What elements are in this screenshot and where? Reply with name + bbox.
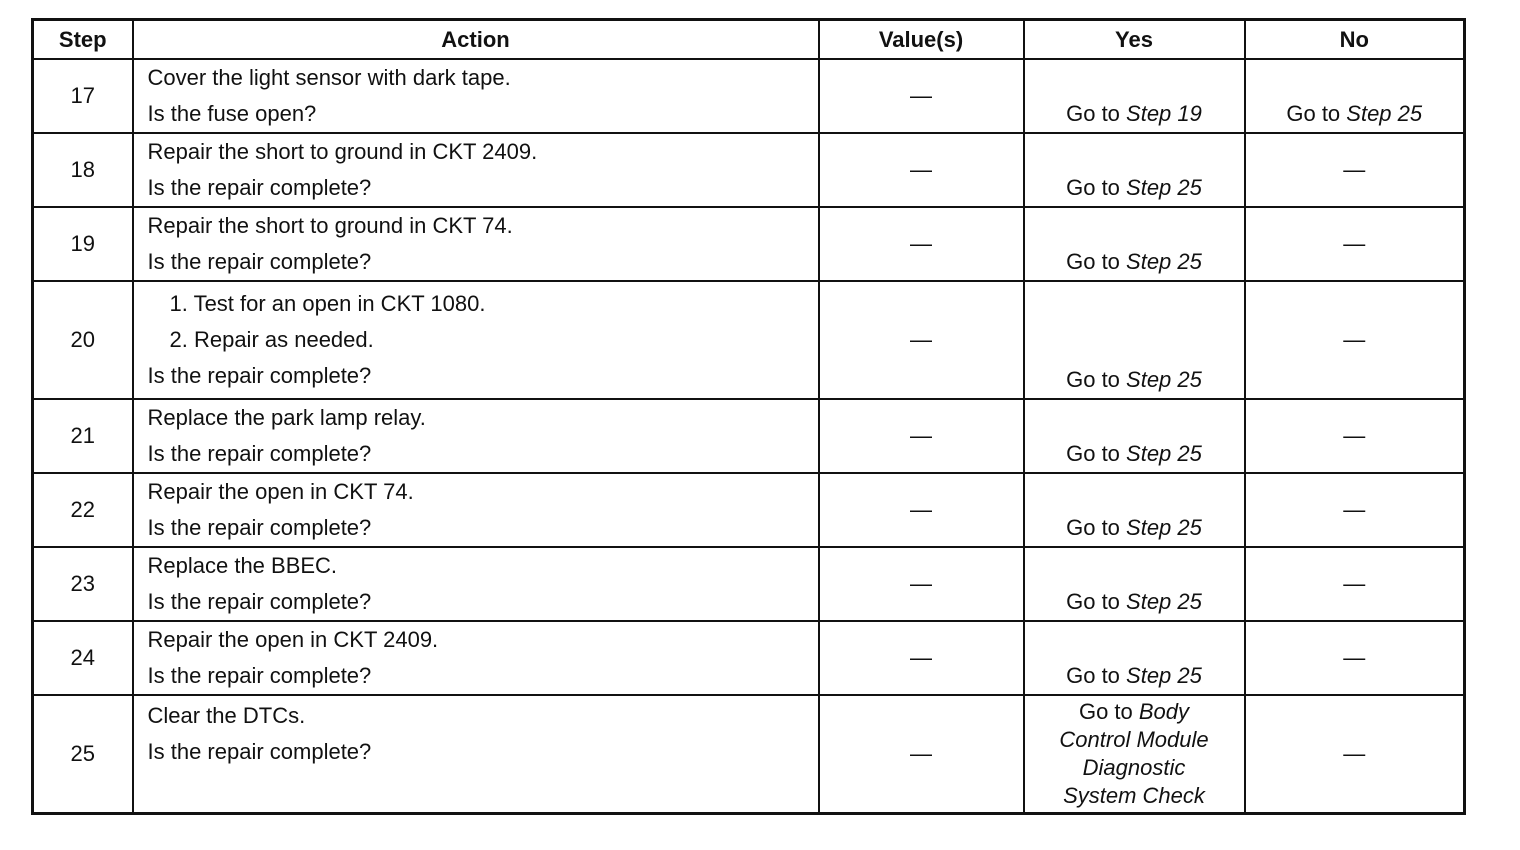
no-prefix: Go to — [1286, 101, 1347, 126]
table-row — [33, 695, 1465, 813]
yes-cell — [1024, 399, 1245, 473]
yes-step-link[interactable]: Step 25 — [1126, 441, 1202, 466]
action-question: Is the fuse open? — [147, 101, 317, 126]
action-question: Is the repair complete? — [147, 175, 372, 200]
action-question: Is the repair complete? — [147, 249, 372, 274]
no-cell: — — [1245, 621, 1465, 695]
table-row — [33, 399, 1465, 473]
action-question: Is the repair complete? — [147, 589, 372, 614]
action-line: Repair the short to ground in CKT 74. — [147, 213, 513, 238]
no-cell — [1245, 59, 1465, 133]
action-line: Cover the light sensor with dark tape. — [147, 65, 511, 90]
yes-cell — [1024, 281, 1245, 399]
table-row — [33, 207, 1465, 281]
yes-cell — [1024, 695, 1245, 813]
action-question: Is the repair complete? — [147, 663, 372, 688]
yes-step-link[interactable]: Step 25 — [1126, 175, 1202, 200]
no-cell: — — [1245, 399, 1465, 473]
action-question: Is the repair complete? — [147, 363, 372, 388]
table-row — [33, 621, 1465, 695]
diagnostic-table-container — [31, 18, 1466, 815]
yes-prefix: Go to — [1066, 101, 1127, 126]
yes-prefix: Go to — [1066, 663, 1127, 688]
header-action: Action — [133, 20, 819, 60]
yes-ref-line[interactable]: System Check — [1063, 782, 1205, 808]
yes-step-link[interactable]: Step 25 — [1126, 367, 1202, 392]
step-number: 19 — [33, 207, 133, 281]
step-number: 23 — [33, 547, 133, 621]
header-no: No — [1245, 20, 1465, 60]
action-cell — [133, 399, 819, 473]
no-cell: — — [1245, 133, 1465, 207]
yes-cell — [1024, 207, 1245, 281]
yes-cell — [1024, 473, 1245, 547]
yes-prefix: Go to — [1066, 589, 1127, 614]
no-cell: — — [1245, 281, 1465, 399]
yes-cell — [1024, 59, 1245, 133]
yes-step-link[interactable]: Step 25 — [1126, 249, 1202, 274]
action-cell — [133, 695, 819, 813]
yes-step-link[interactable]: Step 25 — [1126, 663, 1202, 688]
step-number: 21 — [33, 399, 133, 473]
yes-prefix: Go to — [1066, 441, 1127, 466]
yes-step-link[interactable]: Step 19 — [1126, 101, 1202, 126]
table-row — [33, 473, 1465, 547]
action-cell — [133, 59, 819, 133]
yes-cell — [1024, 547, 1245, 621]
value-cell: — — [819, 133, 1024, 207]
table-row — [33, 59, 1465, 133]
action-cell — [133, 281, 819, 399]
yes-cell — [1024, 621, 1245, 695]
action-line: Replace the park lamp relay. — [147, 405, 426, 430]
header-yes: Yes — [1024, 20, 1245, 60]
header-values: Value(s) — [819, 20, 1024, 60]
no-cell: — — [1245, 473, 1465, 547]
step-number: 17 — [33, 59, 133, 133]
value-cell: — — [819, 281, 1024, 399]
table-row — [33, 547, 1465, 621]
no-step-link[interactable]: Step 25 — [1346, 101, 1423, 126]
action-line: Repair the open in CKT 74. — [147, 479, 414, 504]
no-cell: — — [1245, 547, 1465, 621]
value-cell: — — [819, 621, 1024, 695]
value-cell: — — [819, 59, 1024, 133]
action-line: Clear the DTCs. — [147, 703, 306, 728]
yes-prefix: Go to — [1066, 367, 1127, 392]
yes-prefix: Go to — [1066, 175, 1127, 200]
value-cell: — — [819, 207, 1024, 281]
step-number: 22 — [33, 473, 133, 547]
yes-ref-line[interactable]: Control Module — [1059, 726, 1209, 752]
yes-prefix: Go to — [1066, 515, 1127, 540]
yes-step-link[interactable]: Step 25 — [1126, 515, 1202, 540]
step-number: 24 — [33, 621, 133, 695]
step-number: 20 — [33, 281, 133, 399]
action-list-item: 2. Repair as needed. — [169, 327, 374, 352]
no-cell: — — [1245, 207, 1465, 281]
step-number: 18 — [33, 133, 133, 207]
action-cell — [133, 547, 819, 621]
header-step: Step — [33, 20, 133, 60]
action-cell — [133, 133, 819, 207]
yes-step-link[interactable]: Step 25 — [1126, 589, 1202, 614]
yes-cell — [1024, 133, 1245, 207]
action-cell — [133, 473, 819, 547]
action-line: Replace the BBEC. — [147, 553, 338, 578]
yes-ref-line[interactable]: Body — [1138, 698, 1190, 724]
action-cell — [133, 621, 819, 695]
action-question: Is the repair complete? — [147, 739, 372, 764]
header-row — [33, 20, 1465, 60]
action-question: Is the repair complete? — [147, 515, 372, 540]
no-cell: — — [1245, 695, 1465, 813]
value-cell: — — [819, 695, 1024, 813]
table-row — [33, 281, 1465, 399]
value-cell: — — [819, 547, 1024, 621]
value-cell: — — [819, 473, 1024, 547]
diagnostic-table — [31, 18, 1466, 815]
yes-prefix: Go to — [1078, 698, 1139, 724]
yes-prefix: Go to — [1066, 249, 1127, 274]
yes-ref-line[interactable]: Diagnostic — [1082, 754, 1186, 780]
action-question: Is the repair complete? — [147, 441, 372, 466]
action-cell — [133, 207, 819, 281]
action-line: Repair the open in CKT 2409. — [147, 627, 439, 652]
table-row — [33, 133, 1465, 207]
action-line: Repair the short to ground in CKT 2409. — [147, 139, 538, 164]
action-list-item: 1. Test for an open in CKT 1080. — [169, 291, 486, 316]
step-number: 25 — [33, 695, 133, 813]
value-cell: — — [819, 399, 1024, 473]
